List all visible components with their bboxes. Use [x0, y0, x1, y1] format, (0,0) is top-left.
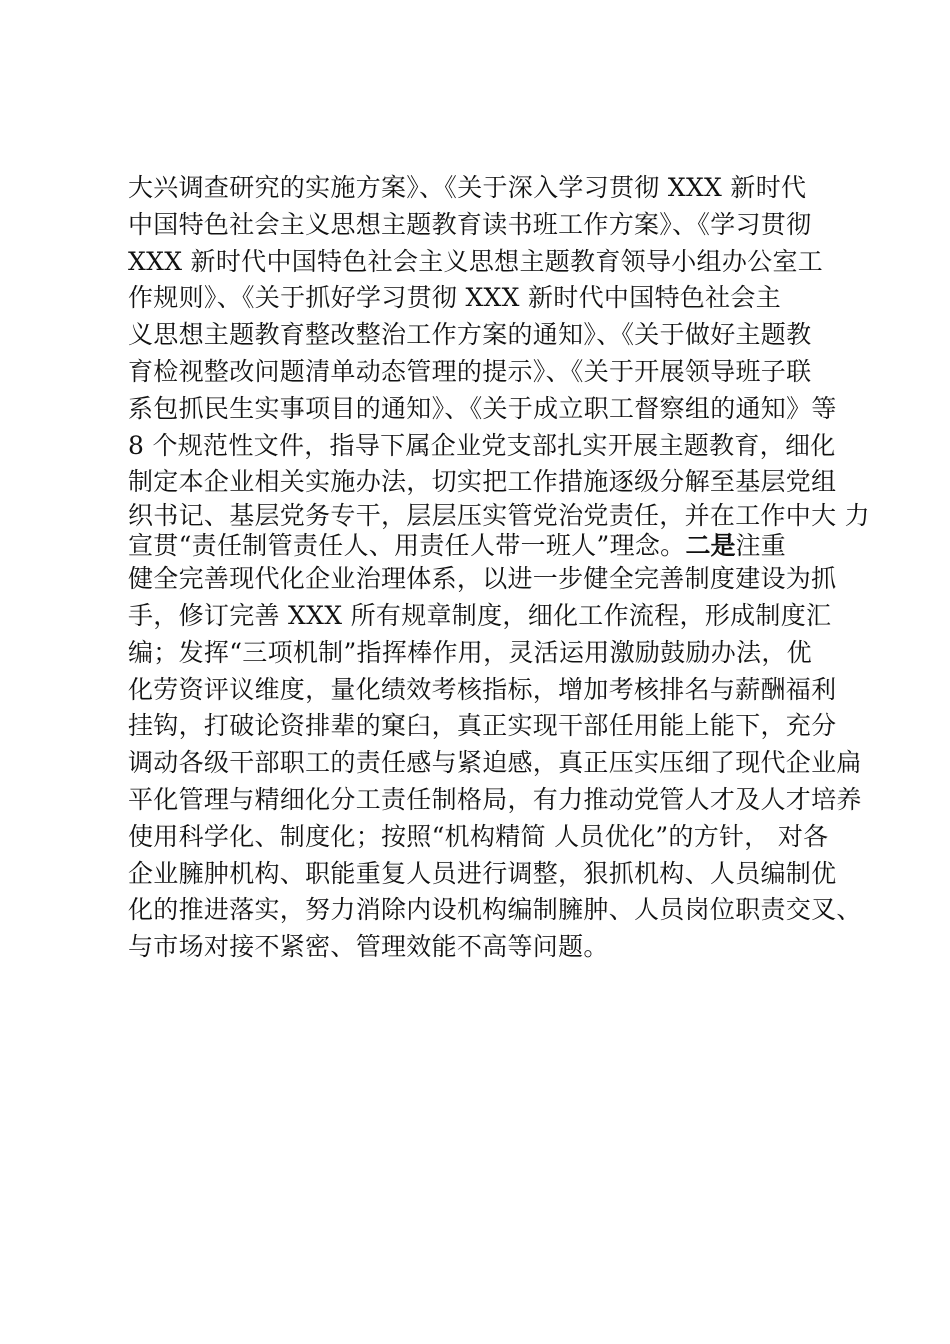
text-line: 化劳资评议维度，量化绩效考核指标，增加考核排名与薪酬福利 [128, 674, 837, 704]
text-line: 大兴调查研究的实施方案》、《关于深入学习贯彻 XXX 新时代 [128, 173, 807, 202]
text-line: 健全完善现代化企业治理体系，以进一步健全完善制度建设为抓 [128, 564, 837, 594]
text-line: 8 个规范性文件，指导下属企业党支部扎实开展主题教育，细化 [128, 430, 836, 460]
text-line: 化的推进落实，努力消除内设机构编制臃肿、人员岗位职责交叉、 [128, 895, 862, 925]
text-line-with-bold [128, 531, 908, 561]
text-line: 义思想主题教育整改整治工作方案的通知》、《关于做好主题教 [128, 320, 812, 350]
text-line: 编；发挥“三项机制”指挥棒作用，灵活运用激励鼓励办法，优 [128, 637, 812, 667]
text-line: 挂钩，打破论资排辈的窠臼，真正实现干部任用能上能下，充分 [128, 711, 837, 741]
text-line: 手，修订完善 XXX 所有规章制度，细化工作流程，形成制度汇 [128, 600, 832, 630]
text-line: 与市场对接不紧密、管理效能不高等问题。 [128, 932, 609, 962]
text-line: 中国特色社会主义思想主题教育读书班工作方案》、《学习贯彻 [128, 209, 812, 239]
text-segment: 宣贯“责任制管责任人、用责任人带一班人”理念。 [128, 531, 686, 561]
text-line: 织书记、基层党务专干，层层压实管党治党责任，并在工作中大 力 [128, 501, 870, 531]
text-line: XXX 新时代中国特色社会主义思想主题教育领导小组办公室工 [128, 246, 824, 276]
text-line: 使用科学化、制度化；按照“机构精简 人员优化”的方针， 对各 [128, 821, 829, 851]
bold-marker: 二是 [685, 531, 736, 561]
text-line: 作规则》、《关于抓好学习贯彻 XXX 新时代中国特色社会主 [128, 283, 781, 313]
text-segment: 注重 [735, 531, 787, 561]
body-paragraph [128, 170, 908, 966]
text-line: 育检视整改问题清单动态管理的提示》、《关于开展领导班子联 [128, 356, 812, 386]
text-line: 制定本企业相关实施办法，切实把工作措施逐级分解至基层党组 [128, 467, 837, 497]
text-line: 系包抓民生实事项目的通知》、《关于成立职工督察组的通知》等 [128, 393, 837, 423]
text-line: 平化管理与精细化分工责任制格局，有力推动党管人才及人才培养 [128, 784, 862, 814]
text-line: 调动各级干部职工的责任感与紧迫感，真正压实压细了现代企业扁 [128, 748, 862, 778]
text-line: 企业臃肿机构、职能重复人员进行调整，狠抓机构、人员编制优 [128, 858, 837, 888]
